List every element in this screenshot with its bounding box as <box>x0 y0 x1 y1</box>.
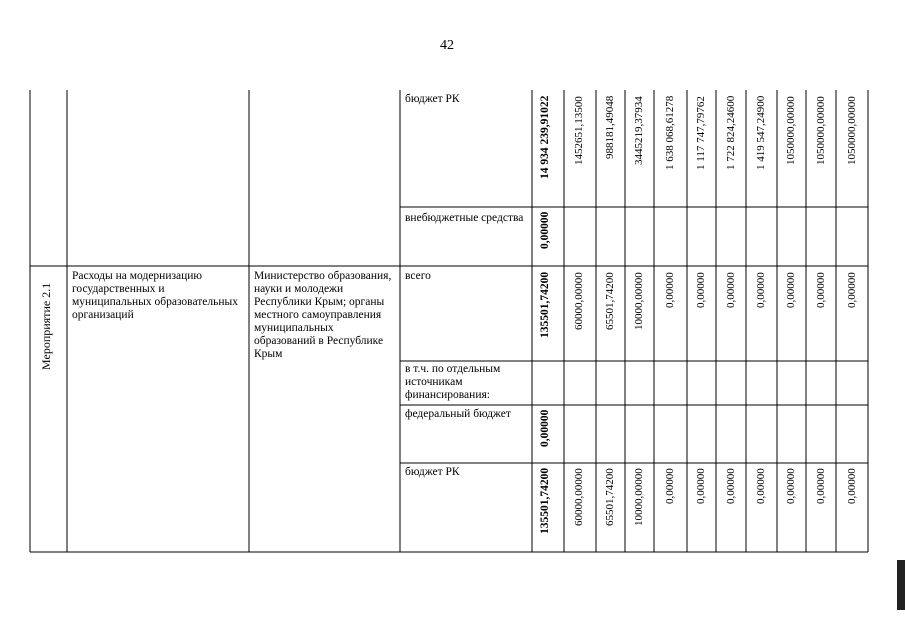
cell-value: 65501,74200 <box>604 468 616 526</box>
cell-value: 3445219,37934 <box>633 96 645 165</box>
measure-executor: Министерство образования, науки и молодежи Республики Крым; органы местного самоуправления муниципальных образований в Республике Крым <box>254 270 392 360</box>
cell-total: 0,00000 <box>539 212 551 250</box>
scan-edge-mark <box>897 560 905 610</box>
cell-value: 0,00000 <box>815 272 827 308</box>
row-label-budget-rk: бюджет РК <box>405 466 460 478</box>
cell-total: 0,00000 <box>539 410 551 448</box>
cell-value: 0,00000 <box>785 468 797 504</box>
cell-value: 1050000,00000 <box>785 96 797 165</box>
cell-value: 0,00000 <box>664 272 676 308</box>
cell-value: 1452651,13500 <box>573 96 585 165</box>
cell-value: 0,00000 <box>755 468 767 504</box>
cell-value: 0,00000 <box>695 272 707 308</box>
cell-value: 65501,74200 <box>604 272 616 330</box>
cell-value: 60000,00000 <box>573 468 585 526</box>
cell-total: 135501,74200 <box>539 272 551 339</box>
cell-total: 135501,74200 <box>539 468 551 535</box>
cell-value: 10000,00000 <box>633 272 645 330</box>
cell-value: 0,00000 <box>725 468 737 504</box>
measure-name: Расходы на модернизацию государственных и муниципальных образовательных организаций <box>72 270 239 321</box>
cell-value: 1050000,00000 <box>846 96 858 165</box>
page-number: 42 <box>440 38 454 53</box>
row-label-budget-rk-top: бюджет РК <box>405 93 460 105</box>
cell-value: 0,00000 <box>755 272 767 308</box>
measure-number: Мероприятие 2.1 <box>39 283 53 371</box>
cell-value: 1 722 824,24600 <box>725 96 737 171</box>
cell-value: 1050000,00000 <box>815 96 827 165</box>
cell-value: 0,00000 <box>725 272 737 308</box>
cell-value: 0,00000 <box>815 468 827 504</box>
cell-value: 0,00000 <box>695 468 707 504</box>
cell-value: 0,00000 <box>846 272 858 308</box>
cell-value: 0,00000 <box>785 272 797 308</box>
cell-value: 0,00000 <box>846 468 858 504</box>
cell-total: 14 934 239,91022 <box>539 96 551 180</box>
cell-value: 988181,49048 <box>604 96 616 160</box>
cell-value: 0,00000 <box>664 468 676 504</box>
row-label-by-sources: в т.ч. по отдельным источникам финансирования: <box>405 363 501 401</box>
cell-value: 1 419 547,24900 <box>755 96 767 171</box>
cell-value: 1 638 068,61278 <box>664 96 676 171</box>
cell-value: 60000,00000 <box>573 272 585 330</box>
row-label-extrabudget: внебюджетные средства <box>405 212 524 224</box>
row-label-total: всего <box>405 270 431 282</box>
row-label-federal: федеральный бюджет <box>405 408 511 420</box>
cell-value: 1 117 747,79762 <box>695 96 707 170</box>
cell-value: 10000,00000 <box>633 468 645 526</box>
